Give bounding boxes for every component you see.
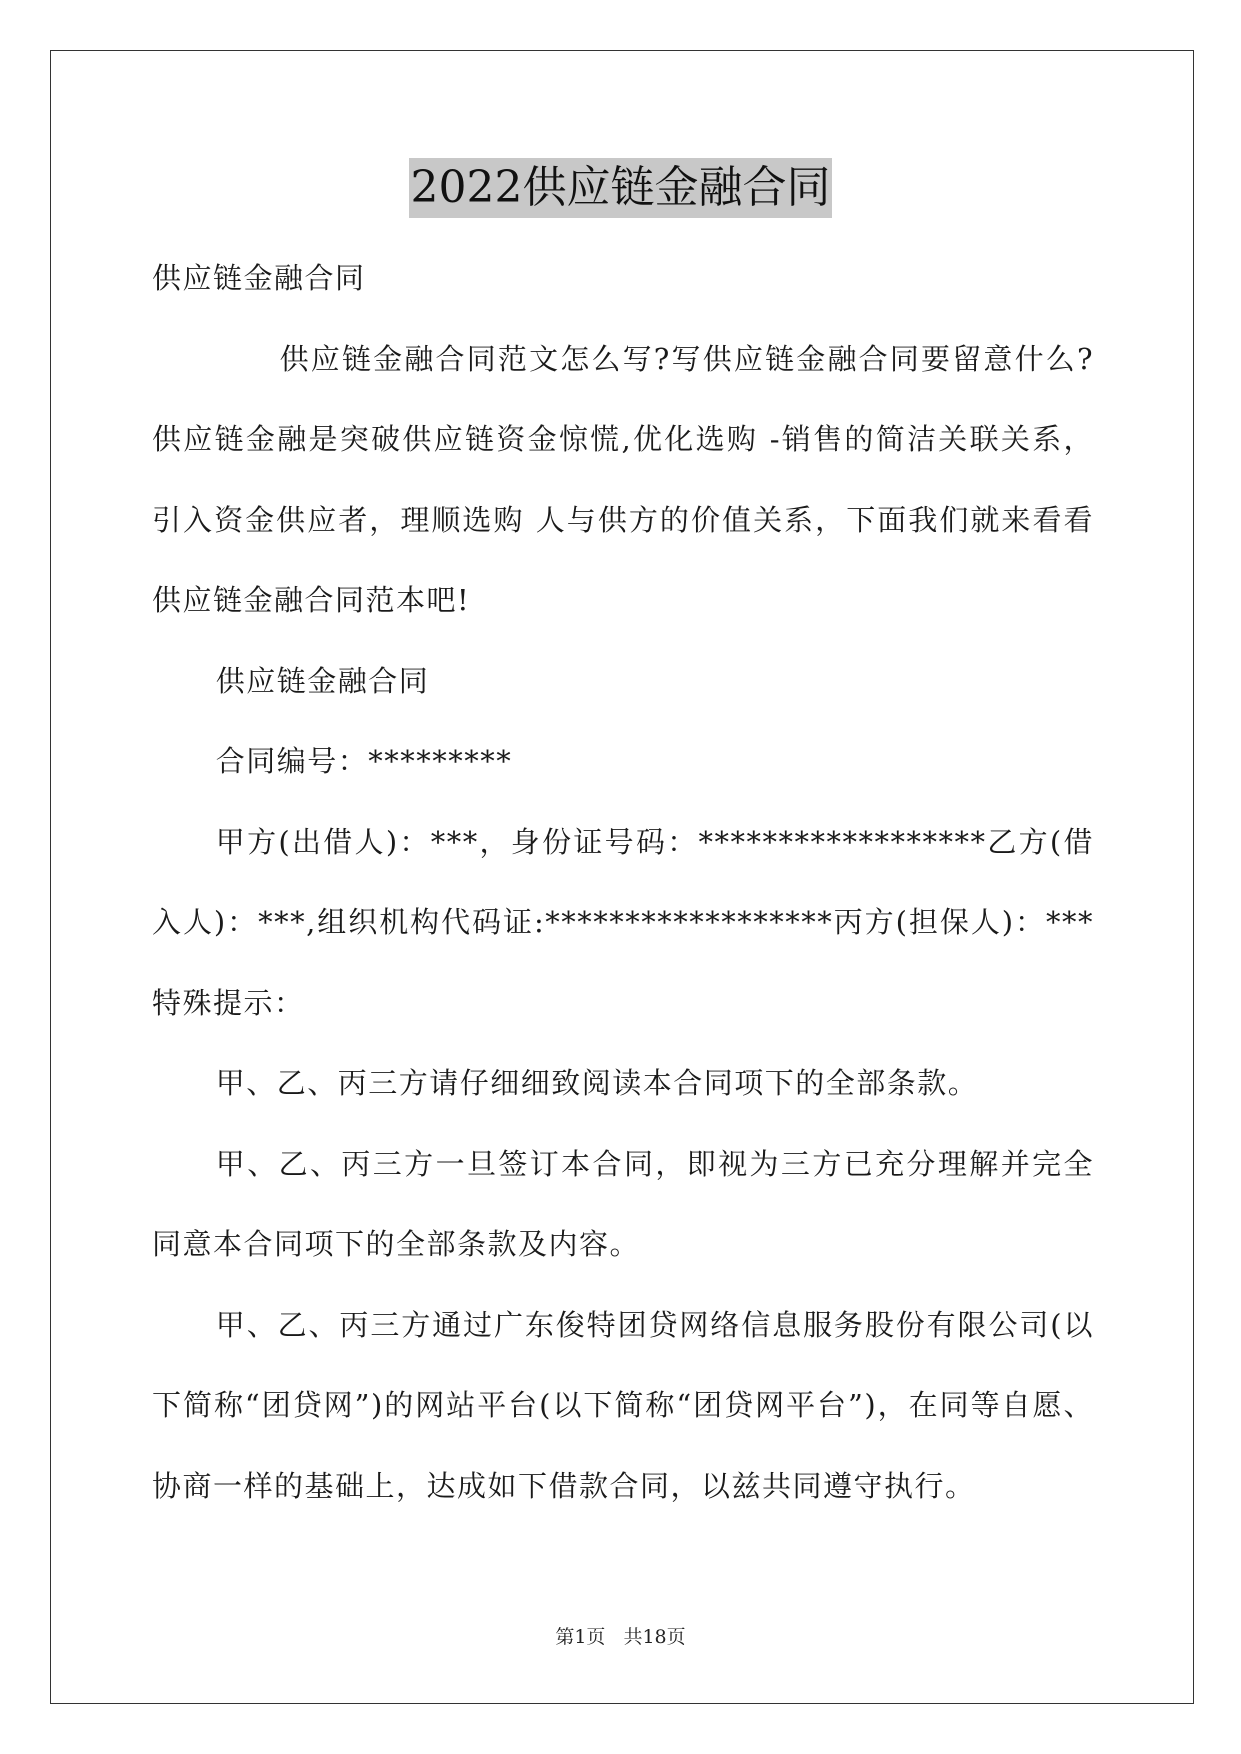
document-body (152, 238, 1094, 1526)
page-number: 第1页 (555, 1626, 606, 1648)
title-container (0, 158, 1241, 218)
paragraph-notice-2: 甲、乙、丙三方一旦签订本合同，即视为三方已充分理解并完全同意本合同项下的全部条款及内容。 (152, 1146, 1094, 1261)
document-title: 2022供应链金融合同 (409, 158, 833, 218)
page-total: 共18页 (623, 1626, 686, 1648)
paragraph-subheading: 供应链金融合同 (215, 663, 430, 698)
paragraph-notice-3: 甲、乙、丙三方通过广东俊特团贷网络信息服务股份有限公司(以下简称“团贷网”)的网站平台(以下简称“团贷网平台”)，在同等自愿、协商一样的基础上，达成如下借款合同，以兹共同遵守执行。 (152, 1307, 1094, 1503)
paragraph-notice-1: 甲、乙、丙三方请仔细细致阅读本合同项下的全部条款。 (215, 1066, 979, 1100)
paragraph-intro: 供应链金融合同范文怎么写?写供应链金融合同要留意什么?供应链金融是突破供应链资金惊慌,优化选购 -销售的简洁关联关系，引入资金供应者，理顺选购 人与供方的价值关系，下面我们就来看看供应链金融合同范本吧! (152, 341, 1094, 617)
paragraph-parties: 甲方(出借人)：***，身份证号码：******************乙方(借入人)：***,组织机构代码证:******************丙方(担保人)：***特殊提示： (152, 824, 1094, 1020)
paragraph-heading: 供应链金融合同 (152, 261, 366, 295)
page-footer (0, 1622, 1241, 1649)
paragraph-contract-number: 合同编号：********* (215, 744, 513, 778)
